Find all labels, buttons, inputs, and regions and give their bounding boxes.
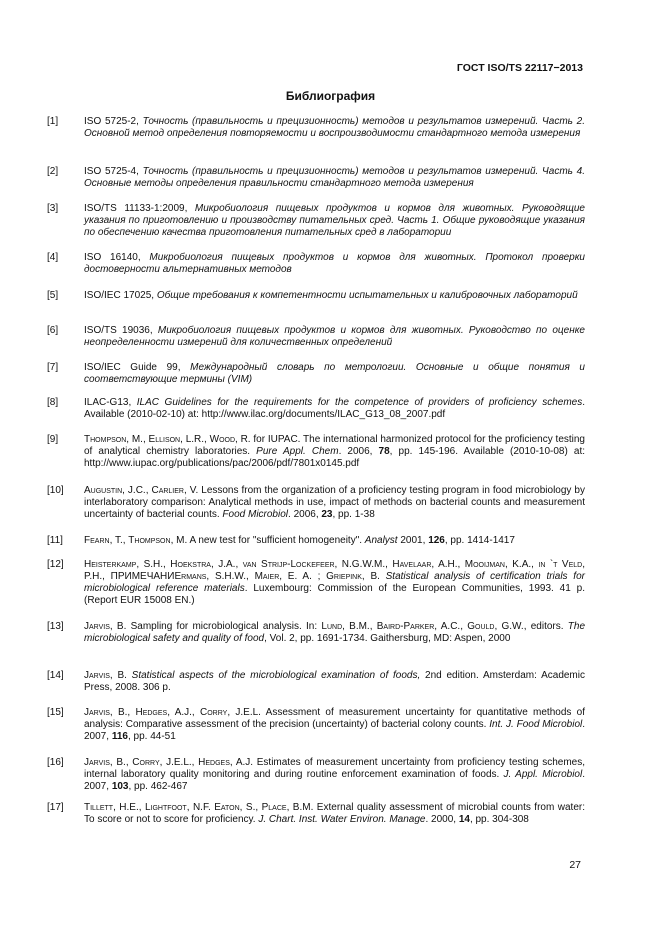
reference-text-run: , N.F. bbox=[186, 802, 215, 813]
reference-text-run: ISO 5725-2, bbox=[84, 116, 143, 127]
reference-number: [5] bbox=[47, 290, 59, 301]
reference-text-run: Corry bbox=[132, 757, 160, 768]
page-number: 27 bbox=[569, 859, 581, 871]
reference-text-run: Heisterkamp bbox=[84, 559, 137, 570]
page-title: Библиография bbox=[285, 89, 376, 103]
reference-text-run: , A.C., bbox=[434, 621, 468, 632]
reference-text-run: , J.E.L., bbox=[159, 757, 199, 768]
reference-text-run: , A.J. Estimates of measurement uncertainty from proficiency testing schemes, internal laboratory quality monitoring and during routine enforcement examination of foods. bbox=[84, 757, 585, 780]
reference-text-run: ISO/TS 11133-1:2009, bbox=[84, 203, 195, 214]
reference-text-run: 103 bbox=[111, 781, 129, 792]
reference-text bbox=[84, 397, 585, 421]
reference-text-run: , S.H., bbox=[136, 559, 171, 570]
reference-text-run: Statistical aspects of the microbiological examination of foods, bbox=[131, 670, 421, 681]
reference-text-run: . 2006, bbox=[338, 446, 379, 457]
reference-text-run: van Strijp-Lockefeer bbox=[242, 559, 335, 570]
reference-text-run: Микробиология пищевых продуктов и кормов для животных. Руководство по оценке неопределенности измерений для количественных определений bbox=[84, 325, 585, 348]
reference-text-run: J. Appl. Microbiol bbox=[503, 769, 583, 780]
reference-text bbox=[84, 116, 585, 140]
reference-text-run: , J.E.L. Assessment of measurement uncertainty for quantitative methods of analysis: Comparative assessment of the precision (uncertainty) of bacterial colony counts. bbox=[84, 707, 586, 730]
reference-number: [9] bbox=[47, 434, 59, 445]
reference-text-run: Wood bbox=[209, 434, 236, 445]
reference-text-run: Jarvis bbox=[84, 670, 110, 681]
reference-text-run: . 2007, bbox=[84, 769, 585, 792]
reference-text-run: , P.H., ПРИМЕЧАНИЕ bbox=[84, 559, 585, 582]
reference-text-run: Точность (правильность и прецизионность) методов и результатов измерений. Часть 2. Основной метод определения повторяемости и воспроизводимости стандартного метода измерения bbox=[84, 116, 585, 139]
reference-text-run: Hedges bbox=[198, 757, 230, 768]
reference-text-run: ILAC-G13, bbox=[84, 397, 137, 408]
reference-text-run: 116 bbox=[111, 731, 128, 742]
reference-text-run: . 2000, bbox=[425, 814, 459, 825]
reference-number: [13] bbox=[47, 621, 64, 632]
reference-text-run: , A.J., bbox=[167, 707, 200, 718]
reference-text-run: Микробиология пищевых продуктов и кормов для животных. Руководящие указания по приготовлению и производству питательных сред. Часть 1. Общие руководящие указания по обеспечению качества приготовления питательных сред в лаборатории bbox=[84, 203, 585, 238]
reference-number: [12] bbox=[47, 559, 64, 570]
reference-text-run: 2001, bbox=[397, 535, 429, 546]
reference-text-run: , A.H., bbox=[431, 559, 465, 570]
reference-number: [14] bbox=[47, 670, 64, 681]
reference-text-run: ISO 16140, bbox=[84, 252, 150, 263]
reference-text-run: , pp. 1-38 bbox=[332, 509, 375, 520]
reference-text-run: , T., bbox=[109, 535, 129, 546]
reference-text-run: , R. for IUPAC. The international harmonized protocol for the proficiency testing of analytical chemistry laboratories. bbox=[84, 434, 585, 457]
reference-text bbox=[84, 325, 585, 349]
reference-text-run: Augustin bbox=[84, 485, 123, 496]
reference-text bbox=[84, 670, 585, 694]
reference-text-run: . Available (2010-02-10) at: http://www.ilac.org/documents/ILAC_G13_08_2007.pdf bbox=[84, 397, 585, 420]
reference-text-run: 126 bbox=[428, 535, 445, 546]
reference-text-run: 23 bbox=[321, 509, 333, 520]
reference-text-run: Lund bbox=[321, 621, 343, 632]
reference-text-run: , K.A., bbox=[505, 559, 539, 570]
reference-text-run: Baird-Parker bbox=[376, 621, 435, 632]
reference-text bbox=[84, 559, 585, 607]
reference-text-run: , B., bbox=[109, 757, 133, 768]
reference-text bbox=[84, 707, 585, 743]
reference-text-run: Int. J. Food Microbiol bbox=[489, 719, 583, 730]
reference-text-run: Jarvis bbox=[84, 757, 110, 768]
reference-text-run: Tillett bbox=[84, 802, 114, 813]
reference-text-run: Jarvis bbox=[84, 707, 110, 718]
reference-text-run: Place bbox=[261, 802, 287, 813]
reference-text-run: ISO/IEC 17025, bbox=[84, 290, 157, 301]
reference-text-run: , B. Sampling for microbiological analysis. In: bbox=[109, 621, 322, 632]
reference-text-run: ISO/IEC Guide 99, bbox=[84, 362, 191, 373]
reference-text-run: , E. A. ; bbox=[279, 571, 327, 582]
reference-number: [17] bbox=[47, 802, 64, 813]
reference-text-run: Thompson bbox=[128, 535, 171, 546]
reference-text bbox=[84, 802, 585, 826]
reference-text-run: ISO 5725-4, bbox=[84, 166, 143, 177]
reference-text-run: 14 bbox=[458, 814, 470, 825]
reference-text-run: , J.C., bbox=[122, 485, 152, 496]
reference-text-run: Jarvis bbox=[84, 621, 110, 632]
reference-text-run: , B. bbox=[109, 670, 132, 681]
reference-text-run: , L.R., bbox=[180, 434, 210, 445]
reference-text-run: , V. Lessons from the organization of a proficiency testing program in food microbiology by interlaboratory comparison: Analytical methods in use, impact of methods on bacterial counts and measurement uncertainty of bacterial counts. bbox=[84, 485, 585, 520]
reference-text-run: Ellison bbox=[148, 434, 181, 445]
reference-text-run: , H.E., bbox=[113, 802, 145, 813]
reference-text-run: Maier bbox=[254, 571, 280, 582]
reference-text-run: Griepink bbox=[326, 571, 362, 582]
reference-text-run: Hoekstra bbox=[170, 559, 211, 570]
reference-text-run: , G.W., editors. bbox=[494, 621, 568, 632]
reference-text bbox=[84, 434, 585, 470]
reference-text-run: , B. bbox=[361, 571, 386, 582]
reference-text-run: . 2006, bbox=[288, 509, 322, 520]
reference-text-run: Lightfoot bbox=[144, 802, 187, 813]
reference-text-run: Gould bbox=[467, 621, 495, 632]
reference-text-run: 2nd edition. Amsterdam: Academic Press, 2008. 306 p. bbox=[84, 670, 585, 693]
reference-text bbox=[84, 166, 585, 190]
reference-text-run: , B.M. External quality assessment of microbial counts from water: To score or not to score for proficiency. bbox=[84, 802, 585, 825]
reference-text-run: ILAC Guidelines for the requirements for the competence of providers of proficiency schemes bbox=[136, 397, 583, 408]
reference-text-run: in `t Veld bbox=[538, 559, 583, 570]
reference-text-run: The microbiological safety and quality of food bbox=[84, 621, 586, 644]
reference-number: [16] bbox=[47, 757, 64, 768]
reference-text-run: Statistical analysis of certification trials for microbiological reference materials bbox=[84, 571, 585, 594]
reference-text-run: ISO/TS 19036, bbox=[84, 325, 158, 336]
reference-text-run: , M. A new test for "sufficient homogeneity". bbox=[170, 535, 365, 546]
reference-text-run: Hedges bbox=[135, 707, 168, 718]
reference-text-run: Thompson bbox=[84, 434, 127, 445]
reference-text-run: Analyst bbox=[364, 535, 398, 546]
reference-text-run: Eaton bbox=[214, 802, 240, 813]
reference-number: [4] bbox=[47, 252, 59, 263]
reference-text bbox=[84, 203, 585, 239]
reference-text-run: , M., bbox=[126, 434, 149, 445]
reference-text-run: Havelaar bbox=[392, 559, 432, 570]
reference-text bbox=[84, 757, 585, 793]
reference-text-run: Carlier bbox=[151, 485, 184, 496]
reference-text-run: , pp. 145-196. Available (2010-10-08) at: http://www.iupac.org/publications/pac/2006/pdf/7801x0145.pdf bbox=[84, 446, 585, 469]
reference-text-run: Микробиология пищевых продуктов и кормов для животных. Протокол проверки достоверности альтернативных методов bbox=[84, 252, 585, 275]
reference-text-run: , N.G.W.M., bbox=[334, 559, 393, 570]
reference-text-run: Международный словарь по метрологии. Основные и общие понятия и соответствующие термины (VIM) bbox=[84, 362, 585, 385]
reference-text-run: Corry bbox=[200, 707, 228, 718]
reference-number: [7] bbox=[47, 362, 59, 373]
reference-text bbox=[84, 485, 585, 521]
reference-text-run: 78 bbox=[378, 446, 390, 457]
reference-text-run: Food Microbiol bbox=[222, 509, 289, 520]
reference-text-run: Общие требования к компетентности испытательных и калибровочных лабораторий bbox=[156, 290, 578, 301]
reference-number: [6] bbox=[47, 325, 59, 336]
standard-designation: ГОСТ ISO/TS 22117−2013 bbox=[456, 62, 583, 74]
reference-text-run: , S.H.W., bbox=[206, 571, 255, 582]
reference-text-run: Точность (правильность и прецизионность) методов и результатов измерений. Часть 4. Основные методы определения правильности стандартного метода измерения bbox=[84, 166, 585, 189]
reference-text-run: , J.A., bbox=[210, 559, 243, 570]
reference-text-run: Pure Appl. Chem bbox=[256, 446, 339, 457]
reference-number: [2] bbox=[47, 166, 59, 177]
reference-number: [8] bbox=[47, 397, 59, 408]
reference-text-run: Fearn bbox=[84, 535, 110, 546]
reference-text-run: , Vol. 2, pp. 1691-1734. Gaithersburg, MD: Aspen, 2000 bbox=[264, 633, 511, 644]
reference-text-run: rmans bbox=[181, 571, 207, 582]
reference-text-run: J. Chart. Inst. Water Environ. Manage bbox=[258, 814, 426, 825]
reference-text bbox=[84, 535, 585, 547]
reference-number: [10] bbox=[47, 485, 64, 496]
reference-text-run: , B.M., bbox=[342, 621, 377, 632]
reference-number: [15] bbox=[47, 707, 64, 718]
reference-text-run: , pp. 1414-1417 bbox=[444, 535, 515, 546]
reference-number: [1] bbox=[47, 116, 59, 127]
reference-text bbox=[84, 621, 585, 645]
reference-text-run: , B., bbox=[109, 707, 136, 718]
reference-text-run: , pp. 304-308 bbox=[469, 814, 529, 825]
reference-text-run: . 2007, bbox=[84, 719, 586, 742]
reference-text-run: , S., bbox=[239, 802, 262, 813]
reference-text-run: . Luxembourg: Commission of the European Communities, 1993. 41 p. (Report EUR 15008 EN.) bbox=[84, 583, 586, 606]
reference-text bbox=[84, 362, 585, 386]
reference-number: [11] bbox=[47, 535, 63, 546]
reference-number: [3] bbox=[47, 203, 59, 214]
reference-text-run: , pp. 462-467 bbox=[128, 781, 188, 792]
reference-text bbox=[84, 290, 585, 302]
reference-text bbox=[84, 252, 585, 276]
reference-text-run: , pp. 44-51 bbox=[127, 731, 176, 742]
reference-text-run: Mooijman bbox=[464, 559, 505, 570]
